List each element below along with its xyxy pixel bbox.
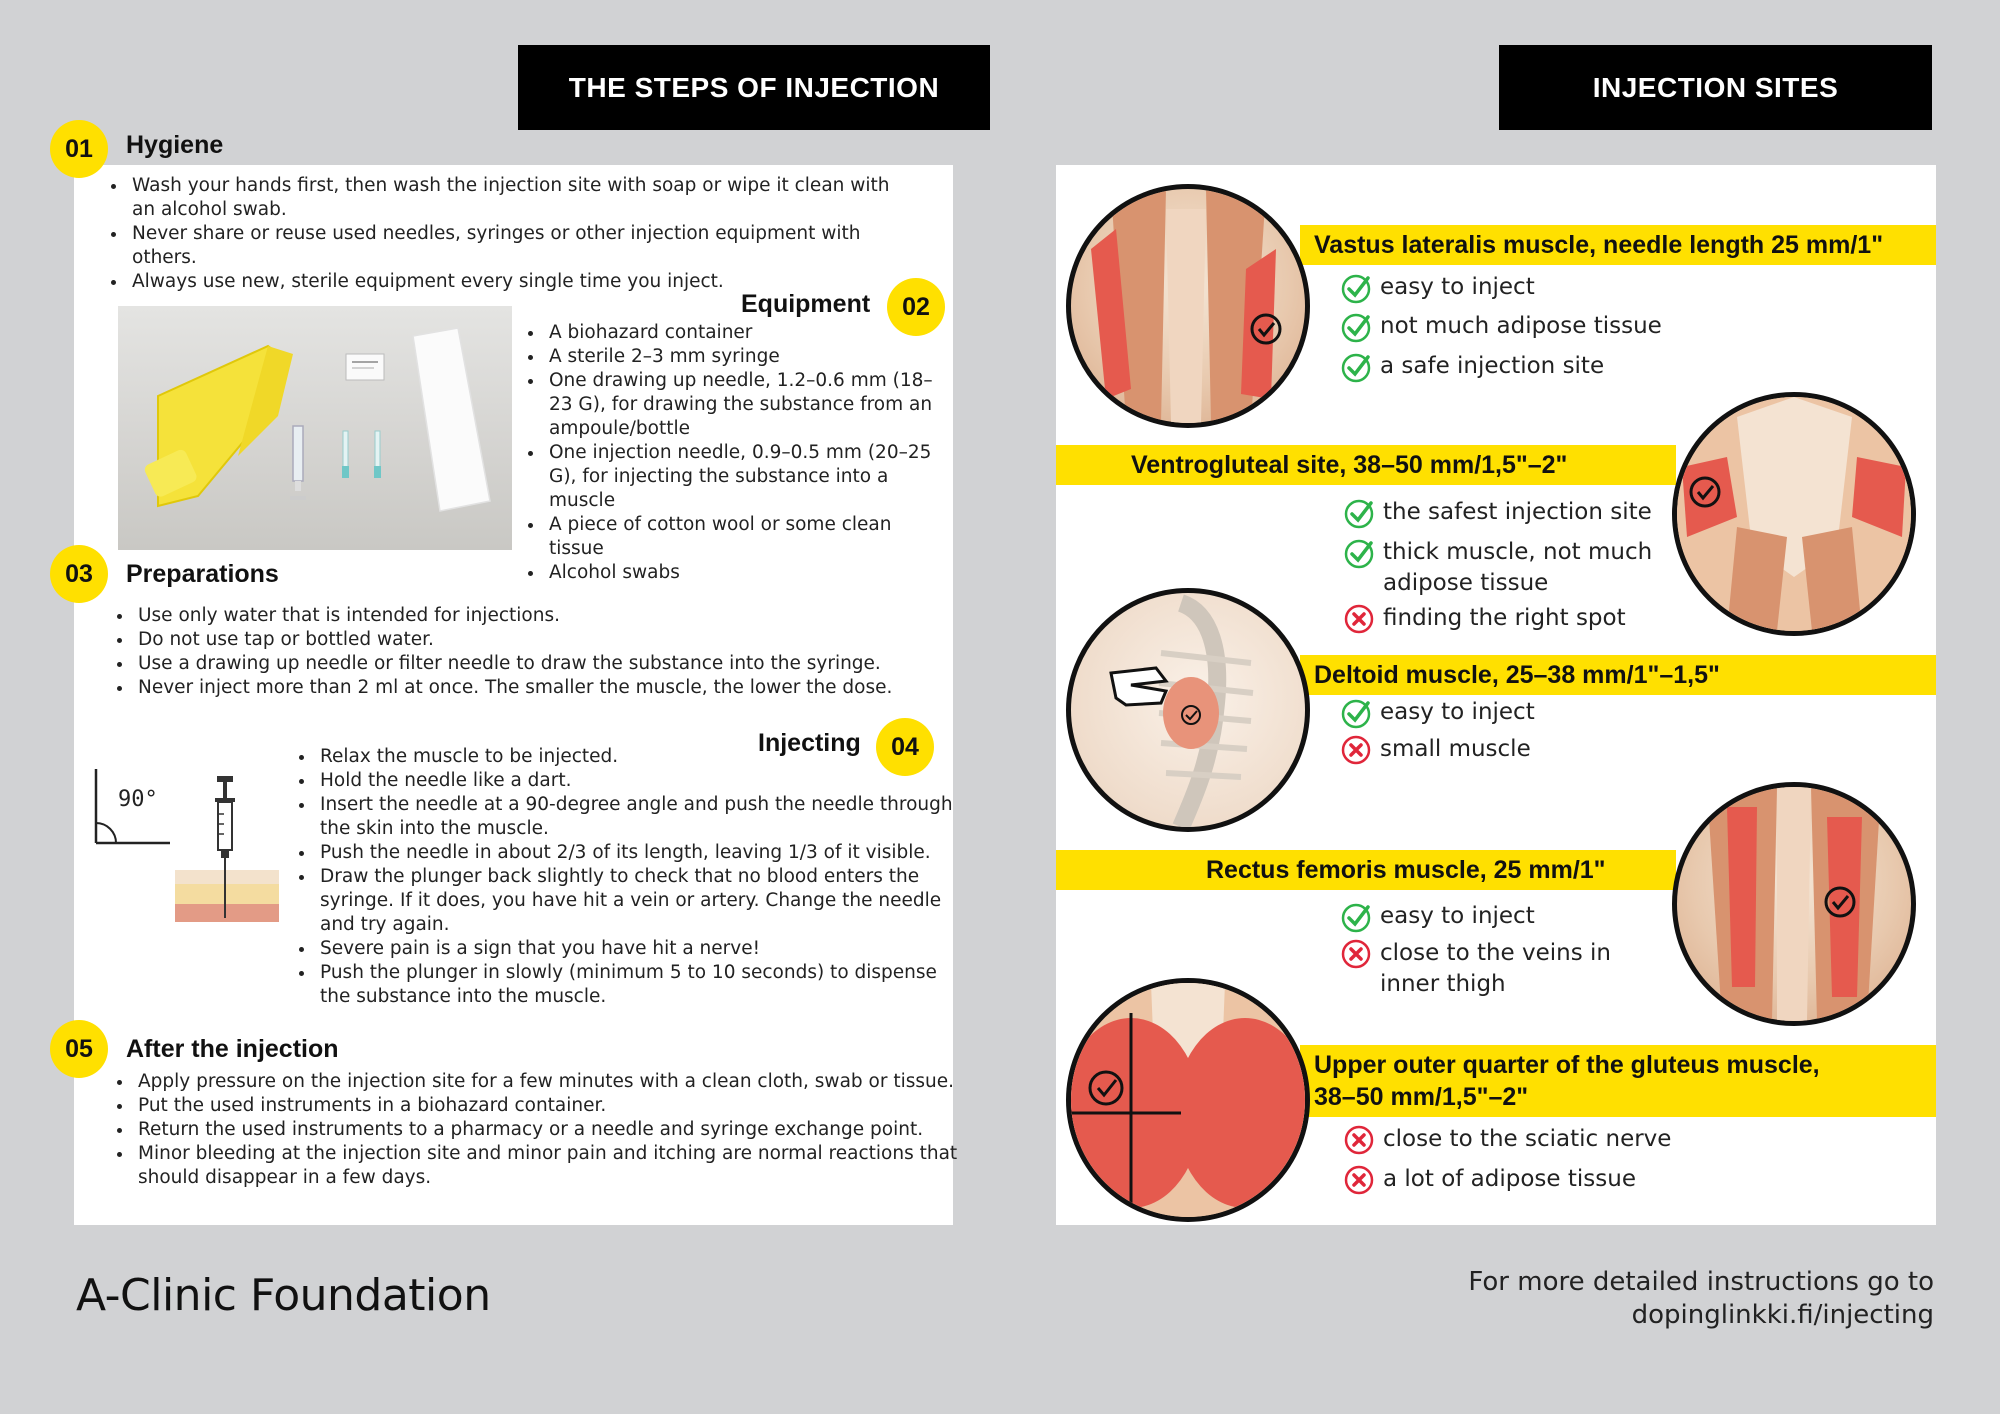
angle-diagram <box>92 765 172 845</box>
after-injection-list <box>110 1070 964 1190</box>
step-title-equipment: Equipment <box>741 290 871 318</box>
green-check-icon <box>1340 351 1372 383</box>
step-number-01: 01 <box>50 120 108 178</box>
site-point <box>1343 537 1683 599</box>
equipment-photo-illustration <box>118 306 512 550</box>
step-number-03: 03 <box>50 545 108 603</box>
list-item: • Never inject more than 2 ml at once. The smaller the muscle, the lower the dose. <box>134 676 964 700</box>
list-item: • Use only water that is intended for injections. <box>134 604 964 628</box>
front-thigh-illustration <box>1677 787 1911 1021</box>
site-point-text: the safest injection site <box>1383 499 1652 525</box>
list-item: • Insert the needle at a 90-degree angle and push the needle through the skin into the muscle. <box>316 793 971 841</box>
site-point <box>1340 734 1531 766</box>
shoulder-skeleton-illustration <box>1071 593 1305 827</box>
site-title-text: 38–50 mm/1,5"–2" <box>1314 1083 1529 1111</box>
red-cross-icon <box>1343 603 1375 635</box>
site-point <box>1340 351 1604 383</box>
site-title-text: Rectus femoris muscle, 25 mm/1" <box>1206 855 1606 884</box>
site-title-text: Vastus lateralis muscle, needle length 25 mm/1" <box>1314 230 1884 259</box>
site-point-text: easy to inject <box>1380 274 1535 300</box>
angle-label: 90° <box>118 787 158 812</box>
thigh-muscle-illustration <box>1071 189 1305 423</box>
step-title-injecting: Injecting <box>758 729 861 757</box>
list-item: • A biohazard container <box>545 321 935 345</box>
sites-header: INJECTION SITES <box>1499 45 1932 130</box>
green-check-icon <box>1340 311 1372 343</box>
list-item: • One injection needle, 0.9–0.5 mm (20–25 G), for injecting the substance into a muscle <box>545 441 935 513</box>
list-item: • Push the needle in about 2/3 of its length, leaving 1/3 of it visible. <box>316 841 971 865</box>
list-item: • Severe pain is a sign that you have hit a nerve! <box>316 937 971 961</box>
red-cross-icon <box>1340 734 1372 766</box>
hip-muscle-illustration <box>1677 397 1911 631</box>
site-point <box>1343 603 1626 635</box>
hygiene-list <box>104 174 898 294</box>
steps-header: THE STEPS OF INJECTION <box>518 45 990 130</box>
list-item: • A piece of cotton wool or some clean tissue <box>545 513 935 561</box>
deltoid-illustration <box>1066 588 1310 832</box>
site-point-text: easy to inject <box>1380 903 1535 929</box>
green-check-icon <box>1340 272 1372 304</box>
more-info-link[interactable]: dopinglinkki.fi/injecting <box>1631 1300 1934 1330</box>
site-point <box>1340 901 1535 933</box>
step-number-04: 04 <box>876 718 934 776</box>
list-item: • Apply pressure on the injection site for a few minutes with a clean cloth, swab or tissue. <box>134 1070 964 1094</box>
list-item: • Use a drawing up needle or filter needle to draw the substance into the syringe. <box>134 652 964 676</box>
injecting-list <box>292 745 971 1009</box>
list-item: • One drawing up needle, 1.2–0.6 mm (18–23 G), for drawing the substance from an ampoule/bottle <box>545 369 935 441</box>
site-point-text: close to the sciatic nerve <box>1383 1126 1672 1152</box>
site-title-text: Ventrogluteal site, 38–50 mm/1,5"–2" <box>1131 450 1568 479</box>
green-check-icon <box>1340 901 1372 933</box>
site-title-rectus-femoris <box>1056 850 1676 890</box>
red-cross-icon <box>1343 1164 1375 1196</box>
list-item: • Minor bleeding at the injection site and minor pain and itching are normal reactions that should disappear in a few days. <box>134 1142 964 1190</box>
list-item: • Push the plunger in slowly (minimum 5 to 10 seconds) to dispense the substance into the muscle. <box>316 961 971 1009</box>
step-number-05: 05 <box>50 1020 108 1078</box>
site-point-text: small muscle <box>1380 736 1531 762</box>
list-item: • Return the used instruments to a pharmacy or a needle and syringe exchange point. <box>134 1118 964 1142</box>
site-point-text: finding the right spot <box>1383 605 1626 631</box>
list-item: • Never share or reuse used needles, syringes or other injection equipment with others. <box>128 222 898 270</box>
site-title-ventrogluteal <box>1056 445 1676 485</box>
site-title-deltoid <box>1300 655 1936 695</box>
red-cross-icon <box>1340 938 1372 970</box>
list-item: • Always use new, sterile equipment every single time you inject. <box>128 270 898 294</box>
list-item: • Alcohol swabs <box>545 561 935 585</box>
list-item: • Put the used instruments in a biohazard container. <box>134 1094 964 1118</box>
site-point <box>1340 311 1662 343</box>
syringe-skin-diagram <box>170 772 285 932</box>
site-title-text: Deltoid muscle, 25–38 mm/1"–1,5" <box>1314 660 1720 689</box>
step-title-preparations: Preparations <box>126 560 279 588</box>
more-info-line: For more detailed instructions go to <box>1468 1267 1934 1297</box>
site-point <box>1340 938 1670 1000</box>
a-clinic-logo: A-Clinic Foundation <box>76 1270 491 1321</box>
red-cross-icon <box>1343 1124 1375 1156</box>
site-point-text: thick muscle, not much adipose tissue <box>1383 539 1653 596</box>
green-check-icon <box>1340 697 1372 729</box>
green-check-icon <box>1343 537 1375 569</box>
gluteus-illustration <box>1066 978 1310 1222</box>
injection-diagram <box>170 772 285 932</box>
list-item: • Do not use tap or bottled water. <box>134 628 964 652</box>
site-title-vastus-lateralis <box>1300 225 1936 265</box>
list-item: • Draw the plunger back slightly to check that no blood enters the syringe. If it does, you have hit a vein or artery. Change the needle and try again. <box>316 865 971 937</box>
site-title-gluteus <box>1300 1045 1936 1117</box>
site-point <box>1340 697 1535 729</box>
list-item: • Wash your hands first, then wash the injection site with soap or wipe it clean with an alcohol swab. <box>128 174 898 222</box>
site-point-text: a lot of adipose tissue <box>1383 1166 1636 1192</box>
step-number-02: 02 <box>887 278 945 336</box>
buttocks-quadrant-illustration <box>1071 983 1305 1217</box>
step-title-hygiene: Hygiene <box>126 131 224 159</box>
site-point <box>1343 1164 1636 1196</box>
more-info-text <box>1468 1266 1934 1332</box>
ventrogluteal-illustration <box>1672 392 1916 636</box>
vastus-lateralis-illustration <box>1066 184 1310 428</box>
site-point-text: close to the veins in inner thigh <box>1380 940 1611 997</box>
equipment-list <box>521 321 935 585</box>
green-check-icon <box>1343 497 1375 529</box>
step-title-after-injection: After the injection <box>126 1035 339 1063</box>
site-title-text: Upper outer quarter of the gluteus muscle, <box>1314 1051 1820 1079</box>
equipment-photo <box>118 306 512 550</box>
list-item: • A sterile 2–3 mm syringe <box>545 345 935 369</box>
site-point-text: easy to inject <box>1380 699 1535 725</box>
rectus-femoris-illustration <box>1672 782 1916 1026</box>
list-item: • Relax the muscle to be injected. <box>316 745 971 769</box>
preparations-list <box>110 604 964 700</box>
list-item: • Hold the needle like a dart. <box>316 769 971 793</box>
site-point <box>1343 1124 1671 1156</box>
site-point-text: a safe injection site <box>1380 353 1605 379</box>
site-point <box>1343 497 1652 529</box>
site-point-text: not much adipose tissue <box>1380 313 1662 339</box>
site-point <box>1340 272 1535 304</box>
